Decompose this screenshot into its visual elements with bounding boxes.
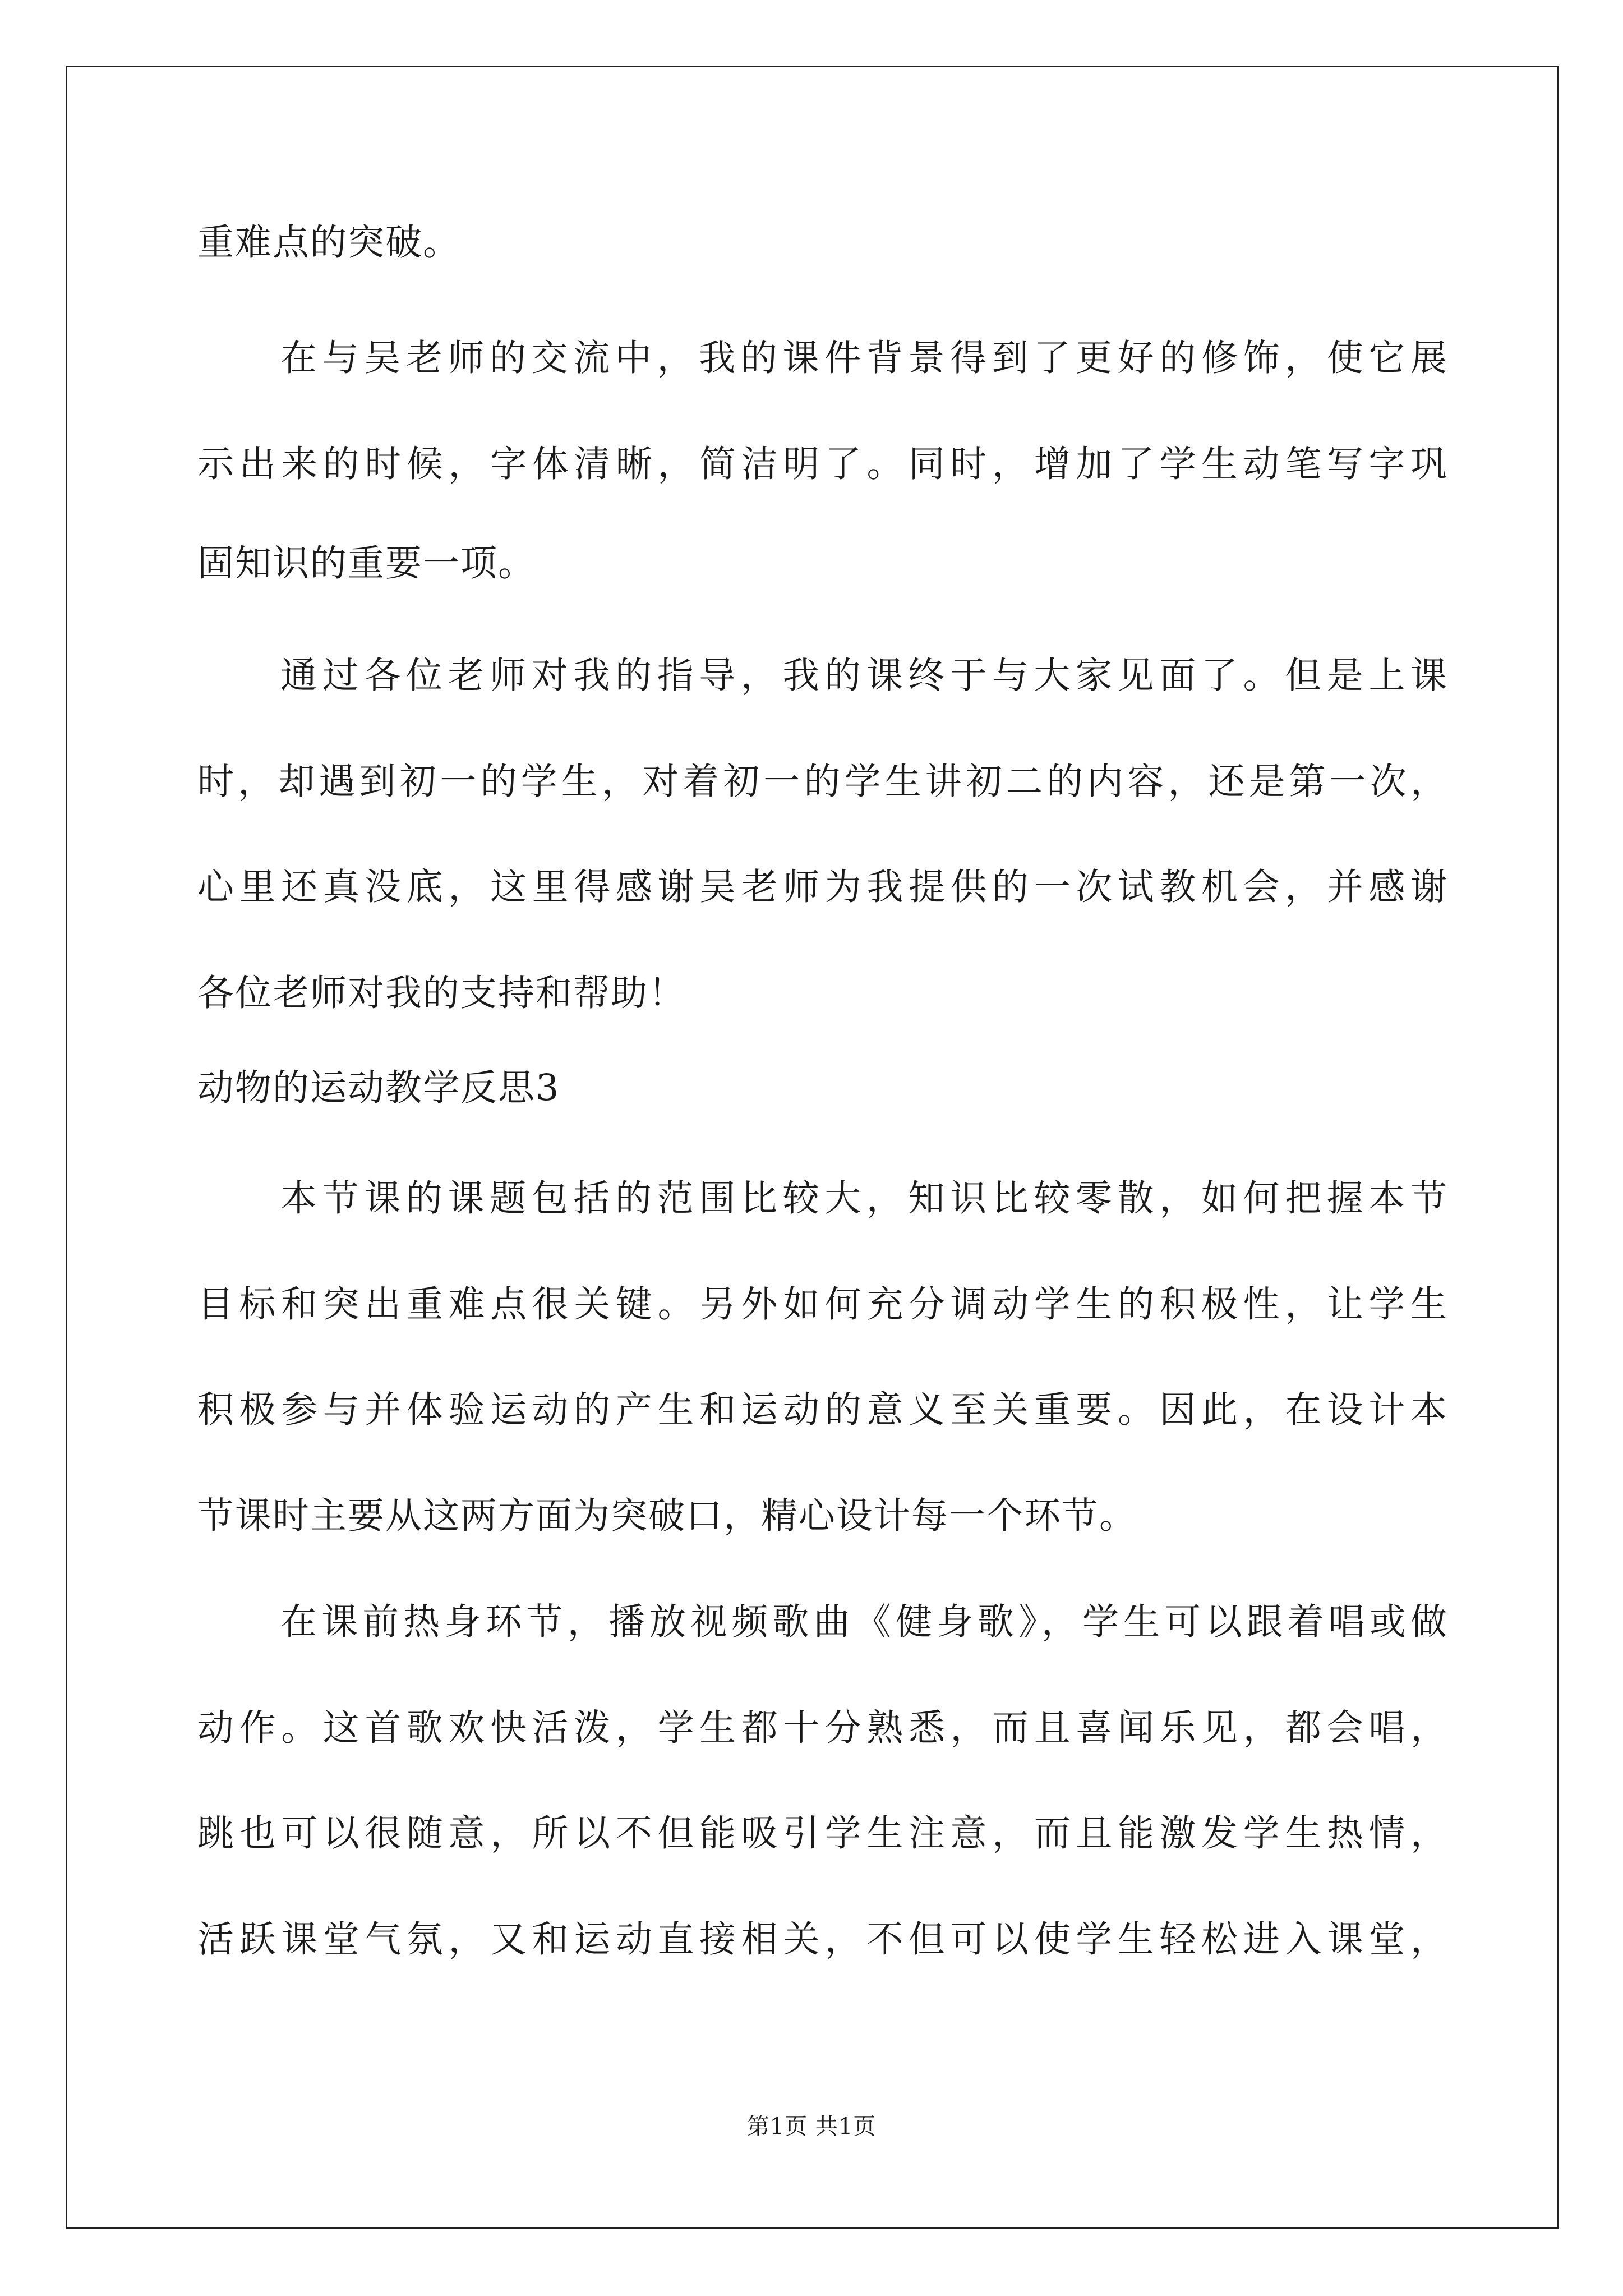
paragraph-line: 时，却遇到初一的学生，对着初一的学生讲初二的内容，还是第一次， — [197, 761, 1448, 803]
paragraph-line: 活跃课堂气氛，又和运动直接相关，不但可以使学生轻松进入课堂， — [197, 1918, 1448, 1961]
page-number-footer: 第1页 共1页 — [746, 2114, 877, 2139]
paragraph-line: 各位老师对我的支持和帮助！ — [197, 972, 686, 1014]
paragraph-line: 积极参与并体验运动的产生和运动的意义至关重要。因此，在设计本 — [197, 1389, 1448, 1431]
paragraph-line: 固知识的重要一项。 — [197, 542, 536, 585]
paragraph-line: 示出来的时候，字体清晰，简洁明了。同时，增加了学生动笔写字巩 — [197, 443, 1448, 485]
paragraph-line: 目标和突出重难点很关键。另外如何充分调动学生的积极性，让学生 — [197, 1283, 1448, 1326]
section-heading: 动物的运动教学反思3 — [197, 1067, 560, 1109]
paragraph-line: 重难点的突破。 — [197, 222, 461, 264]
paragraph-line: 节课时主要从这两方面为突破口，精心设计每一个环节。 — [197, 1495, 1137, 1537]
paragraph-line: 本节课的课题包括的范围比较大，知识比较零散，如何把握本节 — [280, 1177, 1448, 1220]
page-border — [66, 66, 1559, 2229]
paragraph-line: 在与吴老师的交流中，我的课件背景得到了更好的修饰，使它展 — [280, 337, 1448, 379]
paragraph-line: 动作。这首歌欢快活泼，学生都十分熟悉，而且喜闻乐见，都会唱， — [197, 1707, 1448, 1749]
paragraph-line: 跳也可以很随意，所以不但能吸引学生注意，而且能激发学生热情， — [197, 1812, 1448, 1855]
paragraph-line: 心里还真没底，这里得感谢吴老师为我提供的一次试教机会，并感谢 — [197, 866, 1448, 908]
paragraph-line: 在课前热身环节，播放视频歌曲《健身歌》，学生可以跟着唱或做 — [280, 1601, 1448, 1643]
paragraph-line: 通过各位老师对我的指导，我的课终于与大家见面了。但是上课 — [280, 655, 1448, 697]
